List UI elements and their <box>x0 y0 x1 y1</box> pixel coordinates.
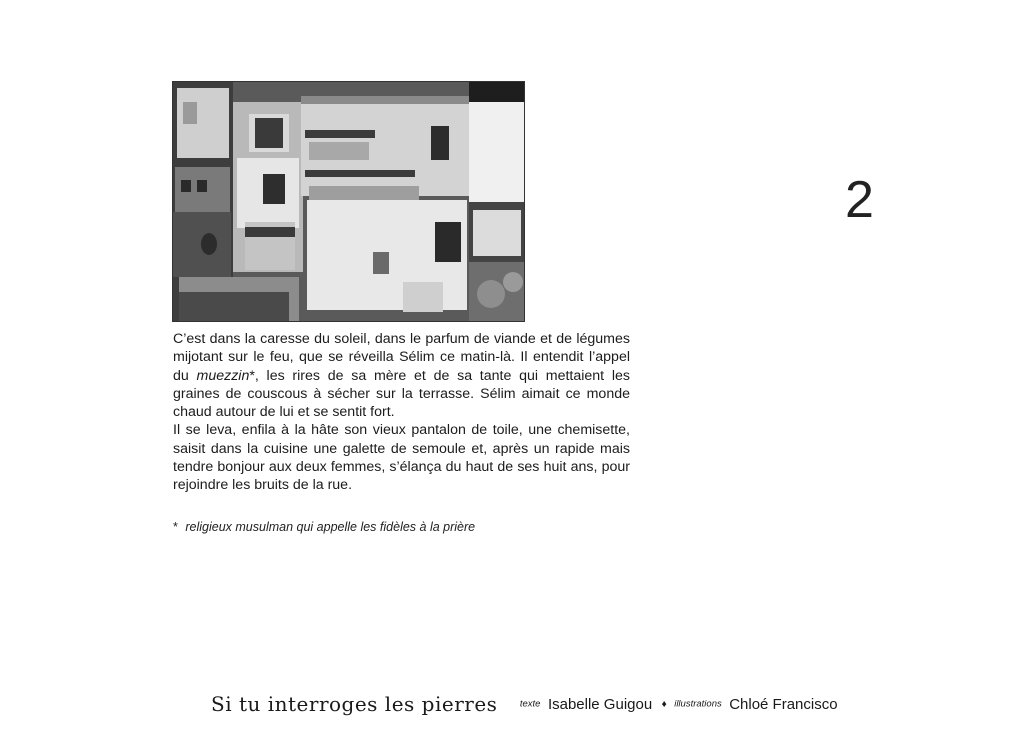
footnote <box>173 520 475 534</box>
footer-credits <box>211 692 843 716</box>
story-paragraph-1 <box>173 330 630 421</box>
story-text <box>173 330 630 495</box>
illustration-artwork <box>173 82 524 321</box>
footnote-text: religieux musulman qui appelle les fidèles à la prière <box>185 520 476 534</box>
author-name: Isabelle Guigou <box>547 695 653 713</box>
page-number: 2 <box>845 171 874 229</box>
diamond-separator-icon: ♦ <box>661 698 667 710</box>
book-illustration <box>172 81 525 322</box>
story-p1-end: *, les rires de sa mère et de sa tante qui mettaient les graines de couscous à sécher sur la terrasse. Sélim aimait ce monde chaud autour de lui et se sentit fort. <box>173 367 630 421</box>
footnote-mark: * <box>173 520 178 534</box>
book-title: Si tu interroges les pierres <box>211 692 498 716</box>
text-label: texte <box>519 698 541 710</box>
story-p1-start: C’est dans la caresse du soleil, dans le parfum de viande et de légumes mijotant sur le feu, que se réveilla Sélim ce matin-là. Il entendit l’appel du <box>173 331 630 384</box>
illustrations-label: illustrations <box>674 698 722 710</box>
story-paragraph-2: Il se leva, enfila à la hâte son vieux pantalon de toile, une chemisette, saisit dans la cuisine une galette de semoule et, après un rapide mais tendre bonjour aux deux femmes, s’élança du haut de ses huit ans, pour rejoindre les bruits de la rue. <box>173 422 630 494</box>
illustrator-name: Chloé Francisco <box>729 695 838 713</box>
story-muezzin-term: muezzin <box>196 367 250 384</box>
